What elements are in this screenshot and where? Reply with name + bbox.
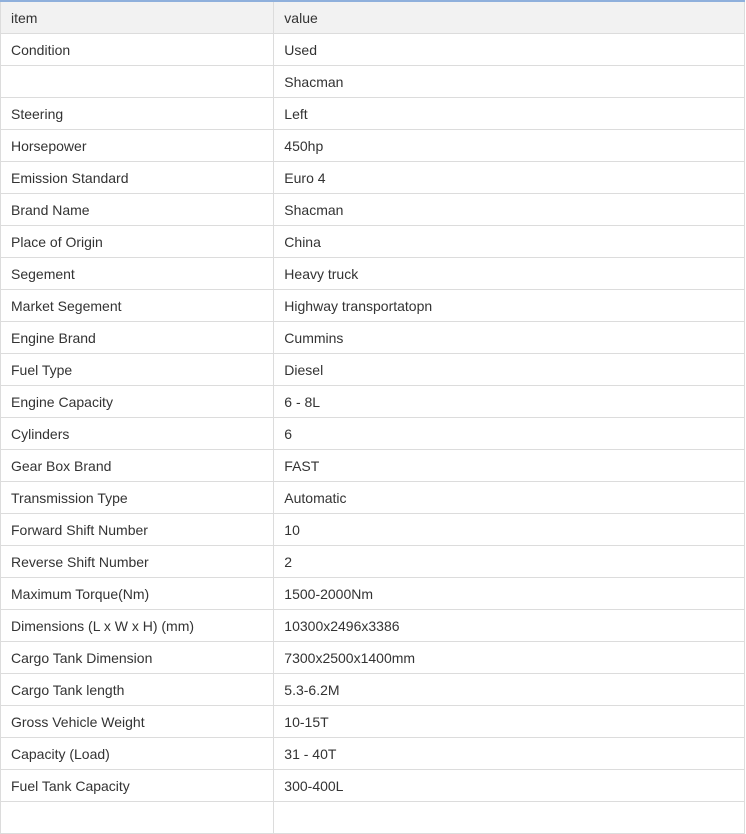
value-cell: 450hp [274,130,745,162]
table-row [1,290,745,322]
value-cell: Automatic [274,482,745,514]
value-cell: 31 - 40T [274,738,745,770]
value-cell: 7300x2500x1400mm [274,642,745,674]
table-row [1,578,745,610]
item-cell [1,66,274,98]
item-cell: Forward Shift Number [1,514,274,546]
value-cell: 10-15T [274,706,745,738]
item-cell: Fuel Type [1,354,274,386]
spec-table-body [1,1,745,834]
table-row [1,66,745,98]
table-row [1,322,745,354]
item-cell: Transmission Type [1,482,274,514]
item-cell: Emission Standard [1,162,274,194]
item-cell: Brand Name [1,194,274,226]
table-row [1,482,745,514]
table-row [1,34,745,66]
value-cell: 5.3-6.2M [274,674,745,706]
table-row [1,386,745,418]
table-row [1,770,745,802]
item-cell: Market Segement [1,290,274,322]
value-cell: 10 [274,514,745,546]
item-cell: Gear Box Brand [1,450,274,482]
header-item-cell: item [1,1,274,34]
value-cell: Shacman [274,194,745,226]
table-row [1,802,745,834]
value-cell: Highway transportatopn [274,290,745,322]
item-cell: Reverse Shift Number [1,546,274,578]
value-cell: 6 [274,418,745,450]
table-row [1,514,745,546]
value-cell: 6 - 8L [274,386,745,418]
value-cell [274,802,745,834]
table-row [1,162,745,194]
table-row [1,610,745,642]
table-row [1,706,745,738]
item-cell [1,802,274,834]
item-cell: Cargo Tank Dimension [1,642,274,674]
table-row [1,194,745,226]
item-cell: Condition [1,34,274,66]
value-cell: Heavy truck [274,258,745,290]
table-row [1,226,745,258]
table-row [1,130,745,162]
table-row [1,450,745,482]
table-header-row [1,1,745,34]
value-cell: Used [274,34,745,66]
value-cell: Diesel [274,354,745,386]
table-row [1,738,745,770]
item-cell: Capacity (Load) [1,738,274,770]
value-cell: 2 [274,546,745,578]
item-cell: Gross Vehicle Weight [1,706,274,738]
item-cell: Segement [1,258,274,290]
table-row [1,642,745,674]
value-cell: Shacman [274,66,745,98]
item-cell: Fuel Tank Capacity [1,770,274,802]
item-cell: Maximum Torque(Nm) [1,578,274,610]
value-cell: China [274,226,745,258]
value-cell: Left [274,98,745,130]
value-cell: Cummins [274,322,745,354]
item-cell: Cargo Tank length [1,674,274,706]
header-value-cell: value [274,1,745,34]
item-cell: Cylinders [1,418,274,450]
table-row [1,258,745,290]
item-cell: Dimensions (L x W x H) (mm) [1,610,274,642]
table-row [1,546,745,578]
table-row [1,98,745,130]
table-row [1,418,745,450]
table-row [1,354,745,386]
table-row [1,674,745,706]
item-cell: Horsepower [1,130,274,162]
value-cell: FAST [274,450,745,482]
item-cell: Engine Brand [1,322,274,354]
value-cell: Euro 4 [274,162,745,194]
item-cell: Engine Capacity [1,386,274,418]
value-cell: 300-400L [274,770,745,802]
value-cell: 1500-2000Nm [274,578,745,610]
item-cell: Steering [1,98,274,130]
item-cell: Place of Origin [1,226,274,258]
value-cell: 10300x2496x3386 [274,610,745,642]
